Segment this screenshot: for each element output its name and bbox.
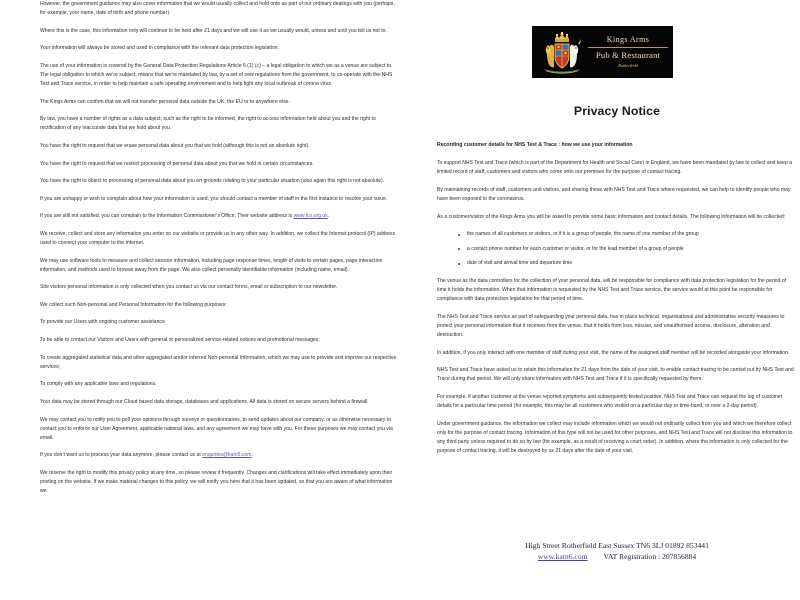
footer <box>437 540 797 562</box>
left-text-column <box>40 0 400 505</box>
paragraph: You have the right to request that we erase personal data about you that we hold (although this is not an absolute right). <box>40 142 310 149</box>
paragraph: The NHS Test and Trace service as part of safeguarding your personal data, has in place technical, organisational and administrative security measures to protect your personal information that it receives from the venue, that it holds from loss, misuse, and unauthorised access, disclosure, alteration and destruction. <box>437 314 785 339</box>
paragraph: Under government guidance, the information we collect may include information which we would not ordinarily collect from you and which we therefore collect only for the purpose of contact tracing. Information of this type will not be used for other purposes, and NHS Test and Trace will not disclose this information to any third party unless required to do so by law (for example, as a result of receiving a court order). In addition, where the information is only collected for the purpose of contact tracing, it will be destroyed by us 21 days after the date of your visit. <box>437 420 793 455</box>
list-item: a contact phone number for each customer or visitor, or for the lead member of a group of people <box>458 245 797 254</box>
paragraph: To create aggregated statistical data and other aggregated and/or inferred Non-personal Information, which we may use to provide and improve our respective services; <box>40 354 397 370</box>
paragraph: However, the government guidance may also cover information that we would usually collect and hold onto as part of our ordinary dealings with you (perhaps, for example, your name, date of birth and phone number). <box>40 1 395 17</box>
collected-information-list <box>437 230 797 268</box>
footer-vat: VAT Registration : 207856884 <box>603 552 697 561</box>
footer-website-link[interactable]: www.katn6.com <box>537 552 588 561</box>
list-item: the names of all customers or visitors, or if it is a group of people, the name of one member of the group <box>458 230 797 239</box>
ico-text-after: . <box>327 213 330 220</box>
paragraph: The Kings Arms can confirm that we will not transfer personal data outside the UK, the EU or to anywhere else. <box>40 98 290 105</box>
ico-paragraph <box>40 212 400 221</box>
paragraph: In addition, if you only interact with one member of staff during your visit, the name of the assigned staff member will be recorded alongside your information. <box>437 349 790 356</box>
paragraph: To comply with any applicable laws and regulations. <box>40 381 157 388</box>
paragraph: If you are unhappy or wish to complain about how your information is used, you should contact a member of staff in the first instance to resolve your issue. <box>40 195 388 202</box>
list-item: date of visit and arrival time and departure time <box>458 259 797 268</box>
paragraph: NHS Test and Trace have asked us to retain this information for 21 days from the date of your visit, to enable contact tracing to be carried out by NHS Test and Trace during that period. We will only share information with NHS Test and Trace if it is specifically requested by them. <box>437 367 794 383</box>
paragraph: To provide our Users with ongoing customer assistance <box>40 319 165 326</box>
contact-email-link[interactable]: enquiries@katn6.com <box>202 452 252 459</box>
paragraph: Your data may be stored through our Cloud based data storage, databases and applications. All data is stored on secure servers behind a firewall. <box>40 398 369 405</box>
paragraph: Site visitors personal information is only collected when you contact us via our contact forms, email or subscription to our newsletter. <box>40 284 338 291</box>
page-title: Privacy Notice <box>573 104 661 118</box>
paragraph: We receive, collect and store any information you enter on our website or provide us in any other way. In addition, we collect the Internet protocol (IP) address used to connect your computer to the Internet. <box>40 230 396 246</box>
paragraph: You have the right to request that we restrict processing of personal data about you that we hold in certain circumstances. <box>40 160 314 167</box>
paragraph: By law, you have a number of rights as a data subject, such as the right to be informed, the right to access information held about you and the right to rectification of any inaccurate data that we hold about you. <box>40 116 376 132</box>
title-gap <box>437 118 797 141</box>
footer-second-line <box>437 551 797 562</box>
email-text-after: . <box>251 452 253 459</box>
paragraph: We may use software tools to measure and collect session information, including page response times, length of visits to certain pages, page interaction information, and methods used to browse away from the page. We also collect personally identifiable information (including name, email). <box>40 257 383 273</box>
ico-website-link[interactable]: www.ico.org.uk <box>293 213 328 220</box>
paragraph: We reserve the right to modify this privacy policy at any time, so please review it frequently. Changes and clarifications will take effect immediately upon their posting on the website. If we make material changes to this policy, we will notify you here that it has been updated, so that you are aware of what information we <box>40 469 393 495</box>
paragraph: To support NHS Test and Trace (which is part of the Department for Health and Social Care) in England, we have been mandated by law to collect and keep a limited record of staff, customers and visitors who come onto our premises for the purpose of contact tracing. <box>437 160 793 176</box>
email-paragraph <box>40 451 400 460</box>
logo-divider <box>588 47 668 48</box>
ico-text-before: If you are still not satisfied, you can complain to the Information Commissioner’s Office. Their website address is <box>40 213 294 220</box>
logo-location: Rotherfield <box>618 62 638 68</box>
paragraph: As a customer/visitor of the Kings Arms you will be asked to provide some basic information and contact details. The following information will be collected: <box>437 213 786 220</box>
footer-address: High Street Rotherfield East Sussex TN6 3LJ 01892 853441 <box>525 541 709 550</box>
coat-of-arms-icon <box>540 30 584 75</box>
logo-subtitle: Pub & Restaurant <box>595 49 661 60</box>
paragraph: For example, if another customer at the venue reported symptoms and subsequently tested positive, NHS Test and Trace can request the log of customer details for a particular time period (for example, this may be all customers who visited on a particular day or time-band, or over a 2-day period). <box>437 394 783 410</box>
section-subheading: Recording customer details for NHS Test & Trace : how we use your information <box>437 142 633 148</box>
paragraph: By maintaining records of staff, customers and visitors, and sharing these with NHS Test and Trace where requested, we can help to identify people who may have been exposed to the coronavirus. <box>437 186 791 202</box>
paragraph: You have the right to object to processing of personal data about you on grounds relating to your particular situation (also again this right is not absolute). <box>40 178 385 185</box>
kings-arms-logo <box>532 26 673 78</box>
logo-name: Kings Arms <box>606 35 650 44</box>
paragraph: We collect such Non-personal and Personal Information for the following purposes: <box>40 301 227 308</box>
paragraph: Your information will always be stored and used in compliance with the relevant data protection legislation. <box>40 45 280 52</box>
logo-text-block <box>588 34 668 70</box>
paragraph: The use of your information is covered by the General Data Protection Regulations Article 6 (1) (c) – a legal obligation to which we as a venue are subject to. The legal obligation to which we’re subject, means that we’re mandated by law, by a set of new regulations from the government, to co-operate with the NHS Test and Trace service, in order to help maintain a safe operating environment and to help fight any local outbreak of corona virus. <box>40 62 393 88</box>
paragraph: To be able to contact our Visitors and Users with general or personalized service-related notices and promotional messages; <box>40 337 320 344</box>
email-text-before: If you don’t want us to process your data anymore, please contact us at <box>40 452 203 459</box>
paragraph: Where this is the case, this information only will continue to be held after 21 days and we will use it as we usually would, unless and until you tell us not to. <box>40 27 387 34</box>
paragraph: The venue as the data controllers for the collection of your personal data, will be responsible for compliance with data protection legislation for the period of time it holds the information. When that information is requested by the NHS Test and Trace service, the service would at this point be responsible for compliance with data protection legislation for that period of time. <box>437 278 787 303</box>
paragraph: We may contact you to notify you to poll your opinions through surveys or questionnaires, to send updates about our company, or as otherwise necessary to contact you to enforce our User Agreement, applicable national laws, and any agreement we may have with you. For these purposes we may contact you via email. <box>40 416 393 441</box>
